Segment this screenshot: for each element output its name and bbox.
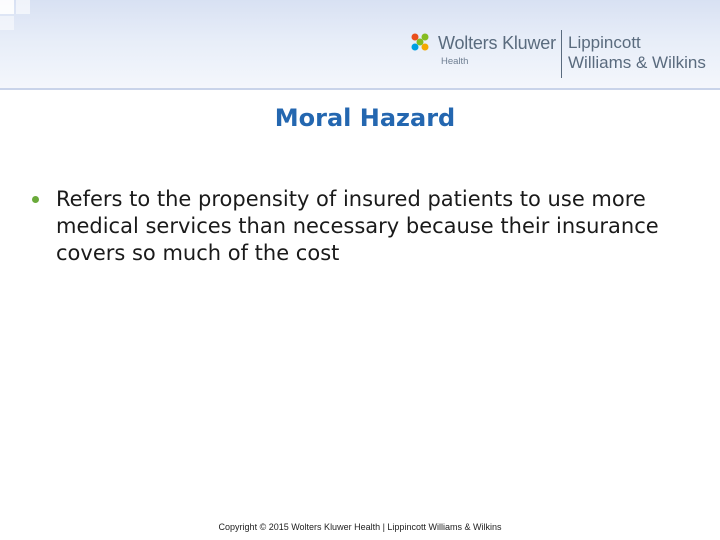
header-rule	[0, 88, 720, 90]
brand-name: Wolters Kluwer	[438, 33, 556, 53]
brand-subtitle: Health	[441, 56, 469, 67]
copyright-footer: Copyright © 2015 Wolters Kluwer Health | Lippincott Williams & Wilkins	[218, 522, 502, 532]
logo-divider	[561, 30, 562, 78]
partner-line-2: Williams & Wilkins	[568, 53, 706, 72]
bullet-list	[28, 186, 708, 267]
wolters-kluwer-logo-icon	[408, 30, 432, 54]
slide-title: Moral Hazard	[274, 104, 456, 132]
partner-logo-text	[568, 33, 706, 73]
partner-line-1: Lippincott	[568, 33, 641, 52]
bullet-text: Refers to the propensity of insured patients to use more medical services than necessary because their insurance covers so much of the cost	[56, 187, 659, 265]
bullet-dot-icon	[32, 196, 39, 203]
header-banner	[0, 0, 720, 88]
bullet-item	[28, 186, 708, 267]
